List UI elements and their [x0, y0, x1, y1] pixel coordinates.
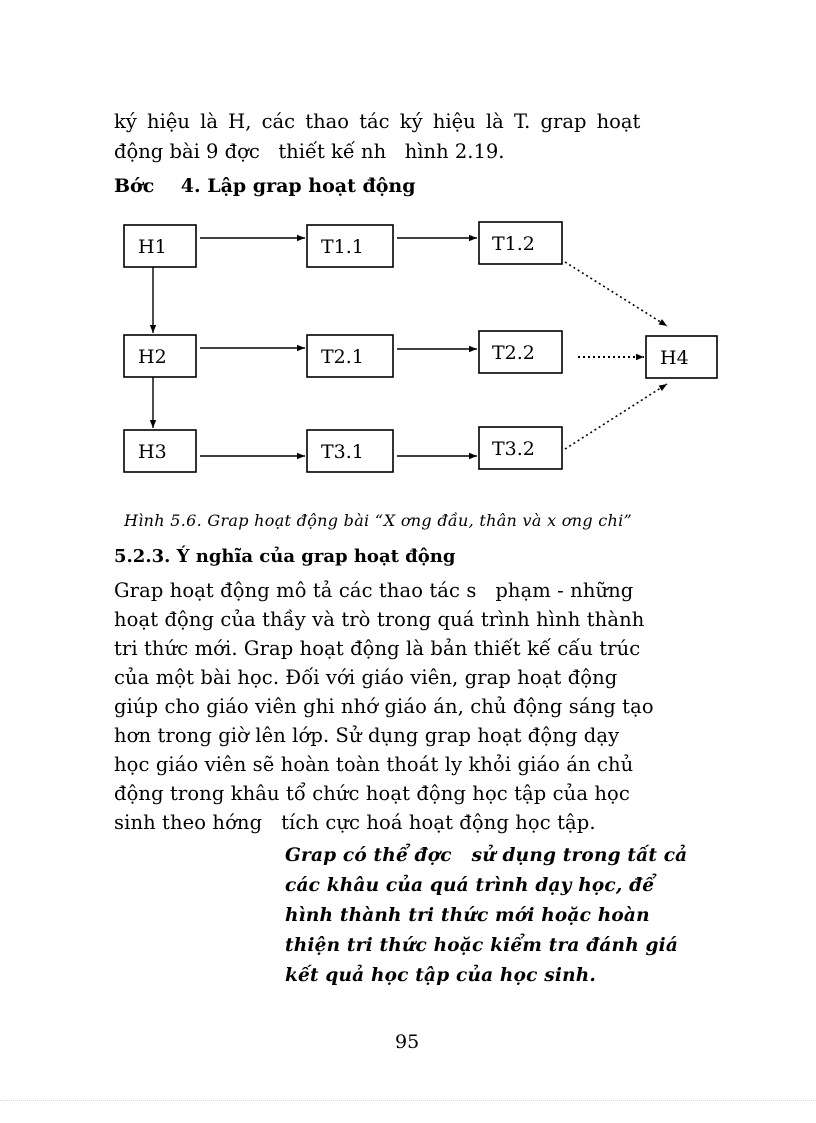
step-heading: Bớc 4. Lập grap hoạt động — [114, 175, 416, 197]
node-h4-label: H4 — [660, 347, 689, 369]
node-t21-label: T2.1 — [321, 346, 364, 368]
paragraph-line-2: hoạt động của thầy và trò trong quá trình hình thành — [114, 608, 645, 631]
bottom-divider — [0, 1100, 816, 1101]
node-t32-label: T3.2 — [492, 438, 535, 460]
node-t31-label: T3.1 — [321, 441, 364, 463]
paragraph-line-8: động trong khâu tổ chức hoạt động học tập của học — [114, 782, 630, 805]
note-line-1: Grap có thể đợc sử dụng trong tất cả — [285, 845, 688, 866]
paragraph-line-5: giúp cho giáo viên ghi nhớ giáo án, chủ động sáng tạo — [114, 695, 654, 718]
page-number: 95 — [395, 1031, 420, 1053]
edge-t12-h4 — [565, 262, 667, 326]
node-h2-label: H2 — [138, 346, 167, 368]
paragraph-line-3: tri thức mới. Grap hoạt động là bản thiết kế cấu trúc — [114, 637, 641, 660]
node-t22-label: T2.2 — [492, 342, 535, 364]
intro-line-2: động bài 9 đợc thiết kế nh hình 2.19. — [114, 140, 505, 163]
node-h1-label: H1 — [138, 236, 167, 258]
paragraph-line-1: Grap hoạt động mô tả các thao tác s phạm - những — [114, 579, 634, 602]
node-h3-label: H3 — [138, 441, 167, 463]
paragraph-line-4: của một bài học. Đối với giáo viên, grap hoạt động — [114, 666, 618, 689]
edge-t32-h4 — [565, 384, 667, 449]
figure-caption: Hình 5.6. Grap hoạt động bài “X ơng đầu, thân và x ơng chi” — [124, 511, 633, 530]
activity-graph-diagram — [0, 0, 816, 500]
note-line-2: các khâu của quá trình dạy học, để — [285, 875, 655, 896]
note-line-5: kết quả học tập của học sinh. — [285, 965, 597, 986]
paragraph-line-9: sinh theo hớng tích cực hoá hoạt động học tập. — [114, 811, 596, 834]
node-t11-label: T1.1 — [321, 236, 364, 258]
intro-line-1: ký hiệu là H, các thao tác ký hiệu là T. grap hoạt — [114, 110, 641, 133]
note-line-3: hình thành tri thức mới hoặc hoàn — [285, 905, 650, 926]
paragraph-line-6: hơn trong giờ lên lớp. Sử dụng grap hoạt động dạy — [114, 724, 620, 747]
section-title: 5.2.3. Ý nghĩa của grap hoạt động — [114, 546, 456, 567]
note-line-4: thiện tri thức hoặc kiểm tra đánh giá — [285, 935, 679, 956]
node-t12-label: T1.2 — [492, 233, 535, 255]
paragraph-line-7: học giáo viên sẽ hoàn toàn thoát ly khỏi giáo án chủ — [114, 753, 634, 776]
